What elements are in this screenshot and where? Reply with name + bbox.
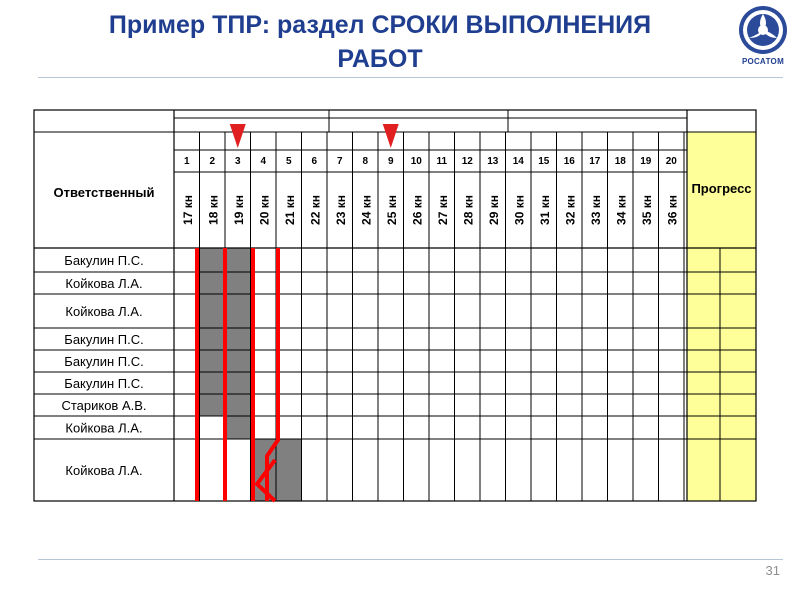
- week-number-label: 16: [563, 156, 575, 167]
- week-number-label: 3: [234, 156, 241, 167]
- responsible-name: Бакулин П.С.: [64, 376, 144, 391]
- week-number-label: 9: [387, 156, 394, 167]
- slide-title-line2: РАБОТ: [337, 45, 423, 73]
- bottom-divider: [38, 559, 783, 560]
- gantt-filled-cell: [200, 248, 226, 272]
- gantt-filled-cell: [225, 416, 251, 439]
- week-number-label: 20: [665, 156, 677, 167]
- week-number-label: 18: [614, 156, 626, 167]
- progress-header: Прогресс: [691, 181, 752, 196]
- responsible-name: Бакулин П.С.: [64, 253, 144, 268]
- calendar-week-label: 28 кн: [461, 195, 476, 225]
- timeline-marker-triangle: [230, 124, 246, 148]
- responsible-name: Койкова Л.А.: [65, 420, 143, 436]
- week-number-label: 13: [487, 156, 499, 167]
- responsible-name: Бакулин П.С.: [64, 354, 144, 369]
- calendar-week-label: 24 кн: [359, 195, 374, 225]
- gantt-filled-cell: [276, 439, 302, 501]
- week-number-label: 8: [362, 156, 369, 167]
- calendar-week-label: 25 кн: [384, 195, 399, 225]
- responsible-name: Койкова Л.А.: [65, 304, 143, 319]
- responsible-header: Ответственный: [53, 185, 155, 200]
- week-number-label: 1: [183, 156, 190, 167]
- week-number-label: 2: [209, 156, 216, 167]
- calendar-week-label: 29 кн: [486, 195, 501, 225]
- calendar-week-label: 23 кн: [333, 195, 348, 225]
- calendar-week-label: 27 кн: [435, 195, 450, 225]
- responsible-name: Стариков А.В.: [61, 398, 147, 413]
- calendar-week-label: 20 кн: [257, 195, 272, 225]
- week-number-label: 11: [436, 156, 448, 167]
- week-number-label: 4: [260, 156, 267, 167]
- calendar-week-label: 22 кн: [308, 195, 323, 225]
- gantt-filled-cell: [200, 328, 226, 350]
- calendar-week-label: 21 кн: [282, 195, 297, 225]
- week-number-label: 5: [285, 156, 292, 167]
- week-number-label: 12: [461, 156, 473, 167]
- calendar-week-label: 35 кн: [639, 195, 654, 225]
- gantt-filled-cell: [225, 350, 251, 372]
- week-number-label: 7: [336, 156, 343, 167]
- calendar-week-label: 31 кн: [537, 195, 552, 225]
- gantt-filled-cell: [225, 328, 251, 350]
- week-number-label: 6: [311, 156, 318, 167]
- calendar-week-label: 17 кн: [180, 195, 195, 225]
- week-number-label: 19: [640, 156, 652, 167]
- gantt-filled-cell: [200, 272, 226, 294]
- gantt-filled-cell: [200, 350, 226, 372]
- responsible-name: Койкова Л.А.: [65, 463, 143, 478]
- gantt-filled-cell: [225, 394, 251, 416]
- gantt-filled-cell: [225, 294, 251, 328]
- calendar-week-label: 18 кн: [206, 195, 221, 225]
- gantt-filled-cell: [200, 394, 226, 416]
- calendar-week-label: 30 кн: [512, 195, 527, 225]
- gantt-filled-cell: [225, 248, 251, 272]
- gantt-filled-cell: [200, 372, 226, 394]
- calendar-week-label: 26 кн: [410, 195, 425, 225]
- slide-title-line1: Пример ТПР: раздел СРОКИ ВЫПОЛНЕНИЯ: [108, 11, 652, 39]
- gantt-filled-cell: [200, 294, 226, 328]
- page-number: 31: [765, 563, 780, 578]
- calendar-week-label: 33 кн: [588, 195, 603, 225]
- timeline-marker-triangle: [383, 124, 399, 148]
- logo-label: РОСАТОМ: [741, 57, 785, 66]
- calendar-week-label: 19 кн: [231, 195, 246, 225]
- calendar-week-label: 34 кн: [614, 195, 629, 225]
- week-number-label: 10: [410, 156, 422, 167]
- week-number-label: 17: [589, 156, 601, 167]
- week-number-label: 15: [538, 156, 550, 167]
- gantt-filled-cell: [225, 272, 251, 294]
- gantt-filled-cell: [225, 372, 251, 394]
- responsible-name: Бакулин П.С.: [64, 332, 144, 347]
- responsible-name: Койкова Л.А.: [65, 276, 143, 291]
- calendar-week-label: 36 кн: [665, 195, 680, 225]
- calendar-week-label: 32 кн: [563, 195, 578, 225]
- week-number-label: 14: [512, 156, 524, 167]
